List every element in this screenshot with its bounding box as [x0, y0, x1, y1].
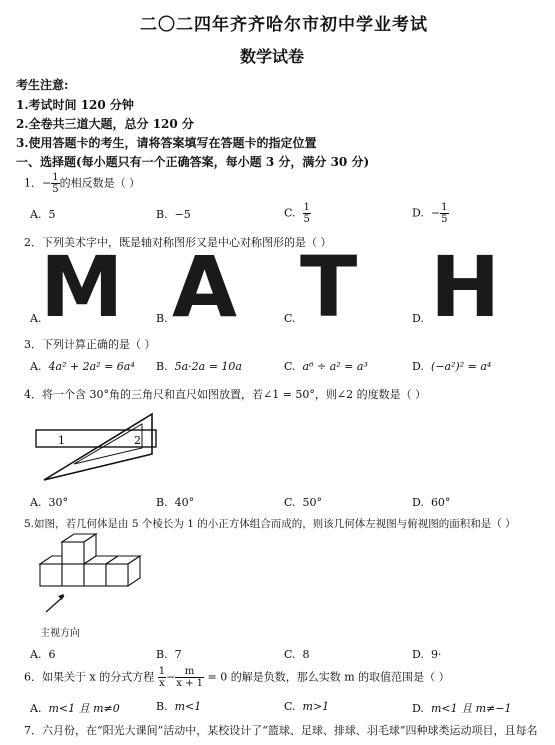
cube-front-3 [84, 564, 106, 586]
q6-c-label: C. [284, 700, 296, 713]
angle-1-label: 1 [58, 434, 65, 447]
notice-heading: 考生注意: [16, 78, 69, 92]
math-letter-m: M [40, 238, 124, 336]
q6-f2-den: x + 1 [176, 678, 204, 689]
cube-figure [30, 532, 150, 624]
q6-fraction-2 [175, 666, 204, 689]
q2-option-c: C. [284, 312, 296, 325]
q4-a-value: 30° [48, 496, 68, 509]
q1-prefix: 1． [24, 176, 42, 190]
q1-neg: − [42, 176, 52, 190]
q3-option-a [30, 360, 135, 373]
q5-option-a [30, 648, 55, 661]
q6-b-value: m<1 [174, 700, 202, 713]
q6-option-d [412, 700, 511, 716]
q1-c-den: 5 [303, 214, 310, 225]
q1-option-a [30, 208, 55, 221]
q4-b-label: B. [156, 496, 168, 509]
q6-f1-num: 1 [158, 666, 166, 677]
q5-d-value: 9· [430, 648, 442, 661]
q3-b-value: 5a·2a = 10a [174, 360, 242, 373]
q3-b-label: B. [156, 360, 168, 373]
question-5: 5.如图，若几何体是由 5 个棱长为 1 的小正方体组合而成的，则该几何体左视图与俯视图的面积和是（ ） [24, 518, 516, 530]
q1-b-label: B. [156, 208, 168, 221]
q5-a-value: 6 [48, 648, 56, 661]
cubes-group [40, 534, 140, 586]
q4-a-label: A. [30, 496, 42, 509]
q5-d-label: D. [412, 648, 424, 661]
question-3: 3．下列计算正确的是（ ） [24, 338, 156, 351]
q6-d-value: m<1 且 m≠−1 [430, 702, 512, 715]
q1-frac-num: 1 [52, 172, 59, 183]
page-title: 二〇二四年齐齐哈尔市初中学业考试 [140, 15, 428, 35]
q5-b-label: B. [156, 648, 168, 661]
q1-option-c [284, 202, 311, 225]
q3-option-c [284, 360, 368, 373]
q4-option-a [30, 496, 68, 509]
q5-b-value: 7 [174, 648, 182, 661]
q3-a-value: 4a² + 2a² = 6a⁴ [48, 360, 135, 373]
q6-b-label: B. [156, 700, 168, 713]
q4-d-value: 60° [430, 496, 451, 509]
q1-option-b [156, 208, 191, 221]
q6-option-a [30, 700, 120, 716]
q6-f2-num: m [175, 666, 204, 678]
q2-option-a: A. [30, 312, 42, 325]
q4-c-value: 50° [302, 496, 323, 509]
q6-pre: 6．如果关于 x 的分式方程 [24, 670, 155, 684]
q1-fraction [51, 172, 59, 195]
math-letter-a: A [172, 238, 238, 336]
q3-a-label: A. [30, 360, 42, 373]
q2-option-d: D. [412, 312, 424, 325]
q6-a-label: A. [30, 702, 42, 715]
q5-option-d [412, 648, 441, 661]
q1-a-label: A. [30, 208, 42, 221]
q6-d-label: D. [412, 702, 424, 715]
q3-c-label: C. [284, 360, 296, 373]
section-heading: 一、选择题(每小题只有一个正确答案，每小题 3 分，满分 30 分) [16, 155, 370, 169]
q3-option-b [156, 360, 242, 373]
q3-c-value: a⁶ ÷ a² = a³ [302, 360, 368, 373]
q1-d-den: 5 [441, 214, 448, 225]
view-direction-caption: 主视方向 [40, 628, 80, 639]
q2-option-b: B. [156, 312, 168, 325]
q4-d-label: D. [412, 496, 424, 509]
q1-option-d [412, 202, 449, 225]
notice-item-2: 2.全卷共三道大题，总分 120 分 [16, 117, 194, 131]
q4-b-value: 40° [174, 496, 195, 509]
question-2: 2．下列美术字中，既是轴对称图形又是中心对称图形的是（ ） [24, 236, 332, 249]
q1-b-value: −5 [174, 208, 191, 221]
notice-item-1: 1.考试时间 120 分钟 [16, 98, 134, 112]
q1-c-label: C. [284, 206, 296, 220]
cube-front-2 [62, 564, 84, 586]
q4-option-c [284, 496, 322, 509]
q6-fraction-1 [158, 666, 166, 689]
q6-c-value: m>1 [302, 700, 330, 713]
q3-option-d [412, 360, 491, 373]
q5-option-c [284, 648, 310, 661]
cube-front-1 [40, 564, 62, 586]
question-1 [24, 172, 140, 195]
cube-top-front [62, 542, 84, 564]
cube-front-4 [106, 564, 128, 586]
q4-c-label: C. [284, 496, 296, 509]
question-7: 7．六月份，在“阳光大课间”活动中，某校设计了“篮球、足球、排球、羽毛球”四种球类运动项目，且每名 [24, 724, 538, 737]
q6-minus: − [166, 670, 176, 684]
cube-row-top-left [40, 556, 62, 564]
q5-c-value: 8 [302, 648, 310, 661]
notice-item-3: 3.使用答题卡的考生，请将答案填写在答题卡的指定位置 [16, 136, 317, 150]
q5-a-label: A. [30, 648, 42, 661]
q6-option-c [284, 700, 329, 713]
q6-post: = 0 的解是负数，那么实数 m 的取值范围是（ ） [207, 670, 450, 684]
q6-f1-den: x [159, 678, 165, 689]
ruler-triangle-figure [34, 404, 174, 484]
angle-2-label: 2 [134, 434, 141, 447]
q1-a-value: 5 [48, 208, 56, 221]
q5-option-b [156, 648, 182, 661]
question-6 [24, 666, 450, 689]
q1-d-num: 1 [441, 202, 448, 213]
math-letter-h: H [430, 238, 501, 336]
q5-c-label: C. [284, 648, 296, 661]
q3-d-value: (−a²)² = a⁴ [430, 360, 492, 373]
q4-option-d [412, 496, 450, 509]
q1-d-label: D. [412, 206, 424, 220]
q1-tail: 的相反数是（ ） [59, 176, 141, 190]
q6-option-b [156, 700, 201, 713]
question-4: 4．将一个含 30°角的三角尺和直尺如图放置，若∠1 = 50°，则∠2 的度数是（ ） [24, 388, 427, 401]
page-subtitle: 数学试卷 [240, 47, 305, 66]
q6-a-value: m<1 且 m≠0 [48, 702, 120, 715]
q4-option-b [156, 496, 194, 509]
math-letter-t: T [300, 238, 358, 336]
q3-d-label: D. [412, 360, 424, 373]
q1-frac-den: 5 [52, 184, 59, 195]
q1-c-num: 1 [303, 202, 310, 213]
q1-d-neg: − [430, 206, 441, 220]
